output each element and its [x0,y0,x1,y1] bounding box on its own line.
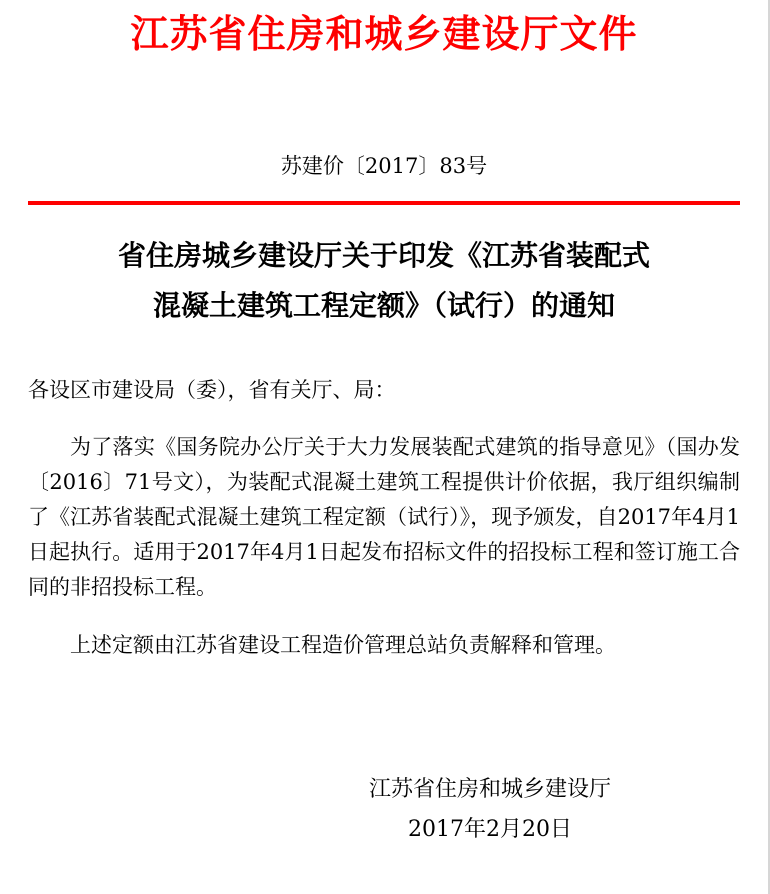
document-title-line1: 省住房城乡建设厅关于印发《江苏省装配式 [117,239,650,272]
document-title-line2: 混凝土建筑工程定额》（试行）的通知 [152,289,615,322]
body-paragraph-1: 为了落实《国务院办公厅关于大力发展装配式建筑的指导意见》（国办发〔2016〕71号文），为装配式混凝土建筑工程提供计价依据，我厅组织编制了《江苏省装配式混凝土建筑工程定额（试行）》，现予颁发，自2017年4月1日起执行。适用于2017年4月1日起发布招标文件的招投标工程和签订施工合同的非招投标工程。 [28,435,740,599]
document-header: 江苏省住房和城乡建设厅文件 [130,12,638,56]
red-divider-line [28,201,740,205]
salutation-line: 各设区市建设局（委），省有关厅、局： [28,378,396,402]
signature-date: 2017年2月20日 [408,817,572,842]
signature-block [340,770,640,850]
document-number: 苏建价〔2017〕83号 [280,154,488,178]
document-title [28,231,740,331]
body-paragraph-2: 上述定额由江苏省建设工程造价管理总站负责解释和管理。 [70,633,616,657]
signature-issuer: 江苏省住房和城乡建设厅 [368,777,611,802]
